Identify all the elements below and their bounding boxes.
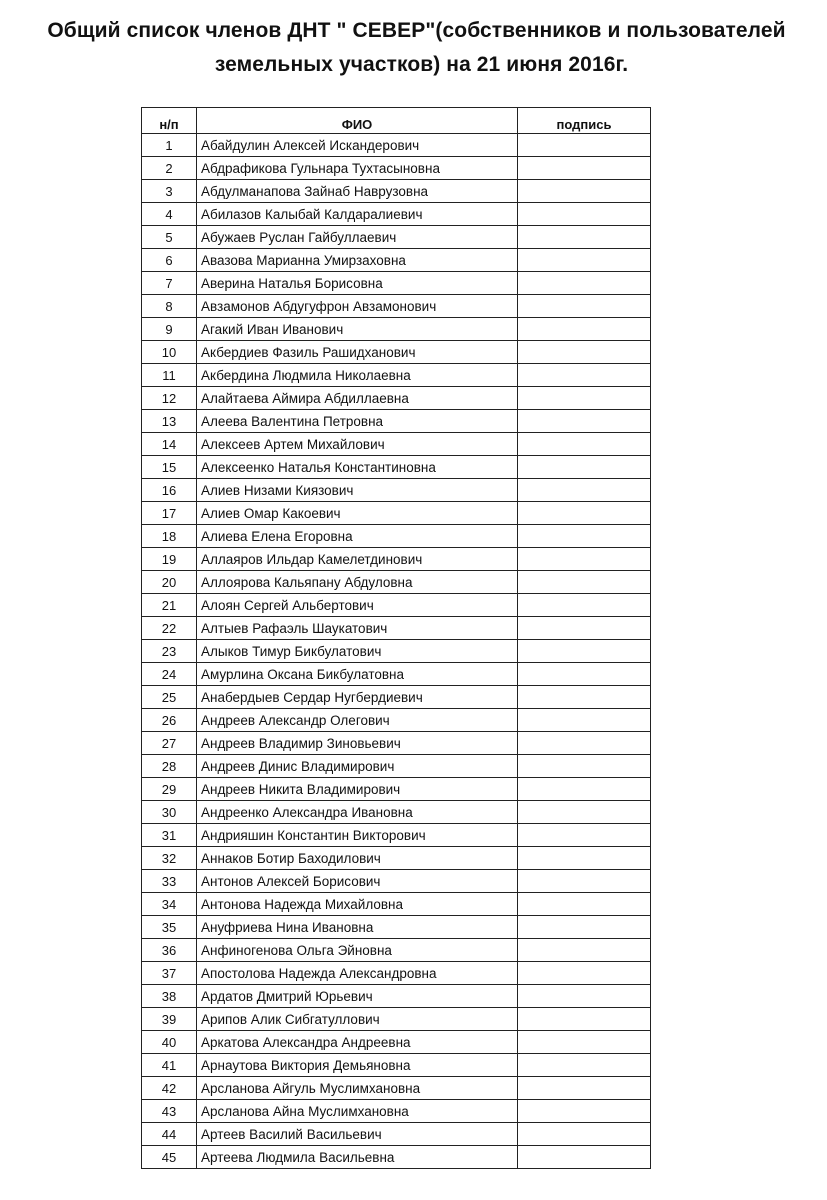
table-row: [142, 410, 651, 433]
signature-cell: [518, 295, 651, 318]
member-name: Абилазов Калыбай Калдаралиевич: [197, 203, 518, 226]
signature-cell: [518, 157, 651, 180]
table-row: [142, 962, 651, 985]
row-number: 3: [142, 180, 197, 203]
table-row: [142, 870, 651, 893]
table-row: [142, 847, 651, 870]
member-name: Ануфриева Нина Ивановна: [197, 916, 518, 939]
signature-cell: [518, 341, 651, 364]
signature-cell: [518, 870, 651, 893]
signature-cell: [518, 594, 651, 617]
signature-cell: [518, 479, 651, 502]
column-header-fio: ФИО: [197, 108, 518, 134]
row-number: 22: [142, 617, 197, 640]
table-row: [142, 755, 651, 778]
row-number: 31: [142, 824, 197, 847]
row-number: 1: [142, 134, 197, 157]
table-row: [142, 203, 651, 226]
signature-cell: [518, 1054, 651, 1077]
signature-cell: [518, 433, 651, 456]
member-name: Андрияшин Константин Викторович: [197, 824, 518, 847]
member-name: Алиев Низами Киязович: [197, 479, 518, 502]
row-number: 13: [142, 410, 197, 433]
table-row: [142, 617, 651, 640]
table-row: [142, 778, 651, 801]
signature-cell: [518, 640, 651, 663]
member-name: Алексеев Артем Михайлович: [197, 433, 518, 456]
row-number: 7: [142, 272, 197, 295]
table-row: [142, 1054, 651, 1077]
table-row: [142, 709, 651, 732]
table-row: [142, 1077, 651, 1100]
member-name: Аверина Наталья Борисовна: [197, 272, 518, 295]
row-number: 5: [142, 226, 197, 249]
table-row: [142, 1031, 651, 1054]
table-row: [142, 893, 651, 916]
member-name: Антонов Алексей Борисович: [197, 870, 518, 893]
member-name: Анфиногенова Ольга Эйновна: [197, 939, 518, 962]
signature-cell: [518, 1077, 651, 1100]
row-number: 35: [142, 916, 197, 939]
member-name: Авзамонов Абдугуфрон Авзамонович: [197, 295, 518, 318]
row-number: 28: [142, 755, 197, 778]
signature-cell: [518, 916, 651, 939]
table-row: [142, 364, 651, 387]
table-row: [142, 525, 651, 548]
signature-cell: [518, 226, 651, 249]
signature-cell: [518, 847, 651, 870]
table-header-row: [142, 108, 651, 134]
signature-cell: [518, 525, 651, 548]
signature-cell: [518, 1123, 651, 1146]
signature-cell: [518, 985, 651, 1008]
member-name: Ардатов Дмитрий Юрьевич: [197, 985, 518, 1008]
row-number: 26: [142, 709, 197, 732]
row-number: 34: [142, 893, 197, 916]
row-number: 11: [142, 364, 197, 387]
member-name: Алеева Валентина Петровна: [197, 410, 518, 433]
signature-cell: [518, 410, 651, 433]
table-row: [142, 456, 651, 479]
row-number: 15: [142, 456, 197, 479]
row-number: 37: [142, 962, 197, 985]
member-name: Андреев Александр Олегович: [197, 709, 518, 732]
member-name: Арнаутова Виктория Демьяновна: [197, 1054, 518, 1077]
row-number: 27: [142, 732, 197, 755]
member-name: Абайдулин Алексей Искандерович: [197, 134, 518, 157]
table-row: [142, 663, 651, 686]
table-row: [142, 272, 651, 295]
table-row: [142, 387, 651, 410]
signature-cell: [518, 272, 651, 295]
signature-cell: [518, 456, 651, 479]
table-row: [142, 594, 651, 617]
member-name: Абдрафикова Гульнара Тухтасыновна: [197, 157, 518, 180]
document-title: [0, 14, 827, 82]
member-name: Алиева Елена Егоровна: [197, 525, 518, 548]
row-number: 24: [142, 663, 197, 686]
row-number: 6: [142, 249, 197, 272]
table-row: [142, 732, 651, 755]
member-name: Алыков Тимур Бикбулатович: [197, 640, 518, 663]
row-number: 19: [142, 548, 197, 571]
member-name: Агакий Иван Иванович: [197, 318, 518, 341]
column-header-signature: подпись: [518, 108, 651, 134]
member-name: Апостолова Надежда Александровна: [197, 962, 518, 985]
table-row: [142, 548, 651, 571]
row-number: 29: [142, 778, 197, 801]
row-number: 36: [142, 939, 197, 962]
signature-cell: [518, 709, 651, 732]
signature-cell: [518, 571, 651, 594]
member-name: Арсланова Айгуль Муслимхановна: [197, 1077, 518, 1100]
member-name: Андреев Владимир Зиновьевич: [197, 732, 518, 755]
table-row: [142, 1100, 651, 1123]
member-name: Алексеенко Наталья Константиновна: [197, 456, 518, 479]
row-number: 23: [142, 640, 197, 663]
row-number: 33: [142, 870, 197, 893]
signature-cell: [518, 1100, 651, 1123]
table-row: [142, 686, 651, 709]
member-name: Андреев Никита Владимирович: [197, 778, 518, 801]
member-name: Антонова Надежда Михайловна: [197, 893, 518, 916]
member-name: Амурлина Оксана Бикбулатовна: [197, 663, 518, 686]
signature-cell: [518, 548, 651, 571]
signature-cell: [518, 387, 651, 410]
signature-cell: [518, 180, 651, 203]
signature-cell: [518, 318, 651, 341]
table-row: [142, 801, 651, 824]
table-row: [142, 341, 651, 364]
row-number: 12: [142, 387, 197, 410]
member-name: Арипов Алик Сибгатуллович: [197, 1008, 518, 1031]
table-row: [142, 157, 651, 180]
title-line-2: земельных участков) на 21 июня 2016г.: [214, 53, 629, 76]
table-body: [142, 134, 651, 1169]
row-number: 44: [142, 1123, 197, 1146]
signature-cell: [518, 249, 651, 272]
table-row: [142, 640, 651, 663]
member-name: Андреев Динис Владимирович: [197, 755, 518, 778]
row-number: 2: [142, 157, 197, 180]
row-number: 9: [142, 318, 197, 341]
row-number: 16: [142, 479, 197, 502]
table-row: [142, 1008, 651, 1031]
table-row: [142, 479, 651, 502]
row-number: 38: [142, 985, 197, 1008]
signature-cell: [518, 939, 651, 962]
row-number: 17: [142, 502, 197, 525]
table-row: [142, 180, 651, 203]
signature-cell: [518, 801, 651, 824]
table-row: [142, 1123, 651, 1146]
member-name: Аркатова Александра Андреевна: [197, 1031, 518, 1054]
member-name: Акбердина Людмила Николаевна: [197, 364, 518, 387]
row-number: 14: [142, 433, 197, 456]
signature-cell: [518, 778, 651, 801]
members-table: [141, 107, 651, 1169]
signature-cell: [518, 824, 651, 847]
row-number: 40: [142, 1031, 197, 1054]
signature-cell: [518, 663, 651, 686]
member-name: Алайтаева Аймира Абдиллаевна: [197, 387, 518, 410]
member-name: Аллоярова Кальяпану Абдуловна: [197, 571, 518, 594]
row-number: 43: [142, 1100, 197, 1123]
signature-cell: [518, 732, 651, 755]
column-header-number: н/п: [142, 108, 197, 134]
table-row: [142, 1146, 651, 1169]
row-number: 18: [142, 525, 197, 548]
member-name: Аннаков Ботир Баходилович: [197, 847, 518, 870]
row-number: 41: [142, 1054, 197, 1077]
signature-cell: [518, 755, 651, 778]
table-row: [142, 249, 651, 272]
member-name: Абдулманапова Зайнаб Наврузовна: [197, 180, 518, 203]
table-row: [142, 502, 651, 525]
signature-cell: [518, 203, 651, 226]
member-name: Артеева Людмила Васильевна: [197, 1146, 518, 1169]
row-number: 45: [142, 1146, 197, 1169]
row-number: 20: [142, 571, 197, 594]
table-row: [142, 985, 651, 1008]
member-name: Алиев Омар Какоевич: [197, 502, 518, 525]
member-name: Акбердиев Фазиль Рашидханович: [197, 341, 518, 364]
signature-cell: [518, 1146, 651, 1169]
member-name: Алоян Сергей Альбертович: [197, 594, 518, 617]
table-row: [142, 134, 651, 157]
table-row: [142, 916, 651, 939]
table-row: [142, 318, 651, 341]
member-name: Авазова Марианна Умирзаховна: [197, 249, 518, 272]
signature-cell: [518, 502, 651, 525]
row-number: 10: [142, 341, 197, 364]
table-row: [142, 226, 651, 249]
row-number: 42: [142, 1077, 197, 1100]
signature-cell: [518, 617, 651, 640]
member-name: Алтыев Рафаэль Шаукатович: [197, 617, 518, 640]
row-number: 32: [142, 847, 197, 870]
member-name: Анабердыев Сердар Нугбердиевич: [197, 686, 518, 709]
signature-cell: [518, 962, 651, 985]
signature-cell: [518, 686, 651, 709]
member-name: Андреенко Александра Ивановна: [197, 801, 518, 824]
table-row: [142, 295, 651, 318]
row-number: 30: [142, 801, 197, 824]
row-number: 25: [142, 686, 197, 709]
signature-cell: [518, 364, 651, 387]
table-row: [142, 571, 651, 594]
signature-cell: [518, 1031, 651, 1054]
title-line-1: Общий список членов ДНТ " СЕВЕР"(собственников и пользователей: [47, 19, 786, 42]
row-number: 39: [142, 1008, 197, 1031]
signature-cell: [518, 134, 651, 157]
table-row: [142, 433, 651, 456]
table-row: [142, 824, 651, 847]
row-number: 21: [142, 594, 197, 617]
signature-cell: [518, 893, 651, 916]
row-number: 8: [142, 295, 197, 318]
signature-cell: [518, 1008, 651, 1031]
member-name: Арсланова Айна Муслимхановна: [197, 1100, 518, 1123]
member-name: Абужаев Руслан Гайбуллаевич: [197, 226, 518, 249]
row-number: 4: [142, 203, 197, 226]
member-name: Артеев Василий Васильевич: [197, 1123, 518, 1146]
member-name: Аллаяров Ильдар Камелетдинович: [197, 548, 518, 571]
table-row: [142, 939, 651, 962]
